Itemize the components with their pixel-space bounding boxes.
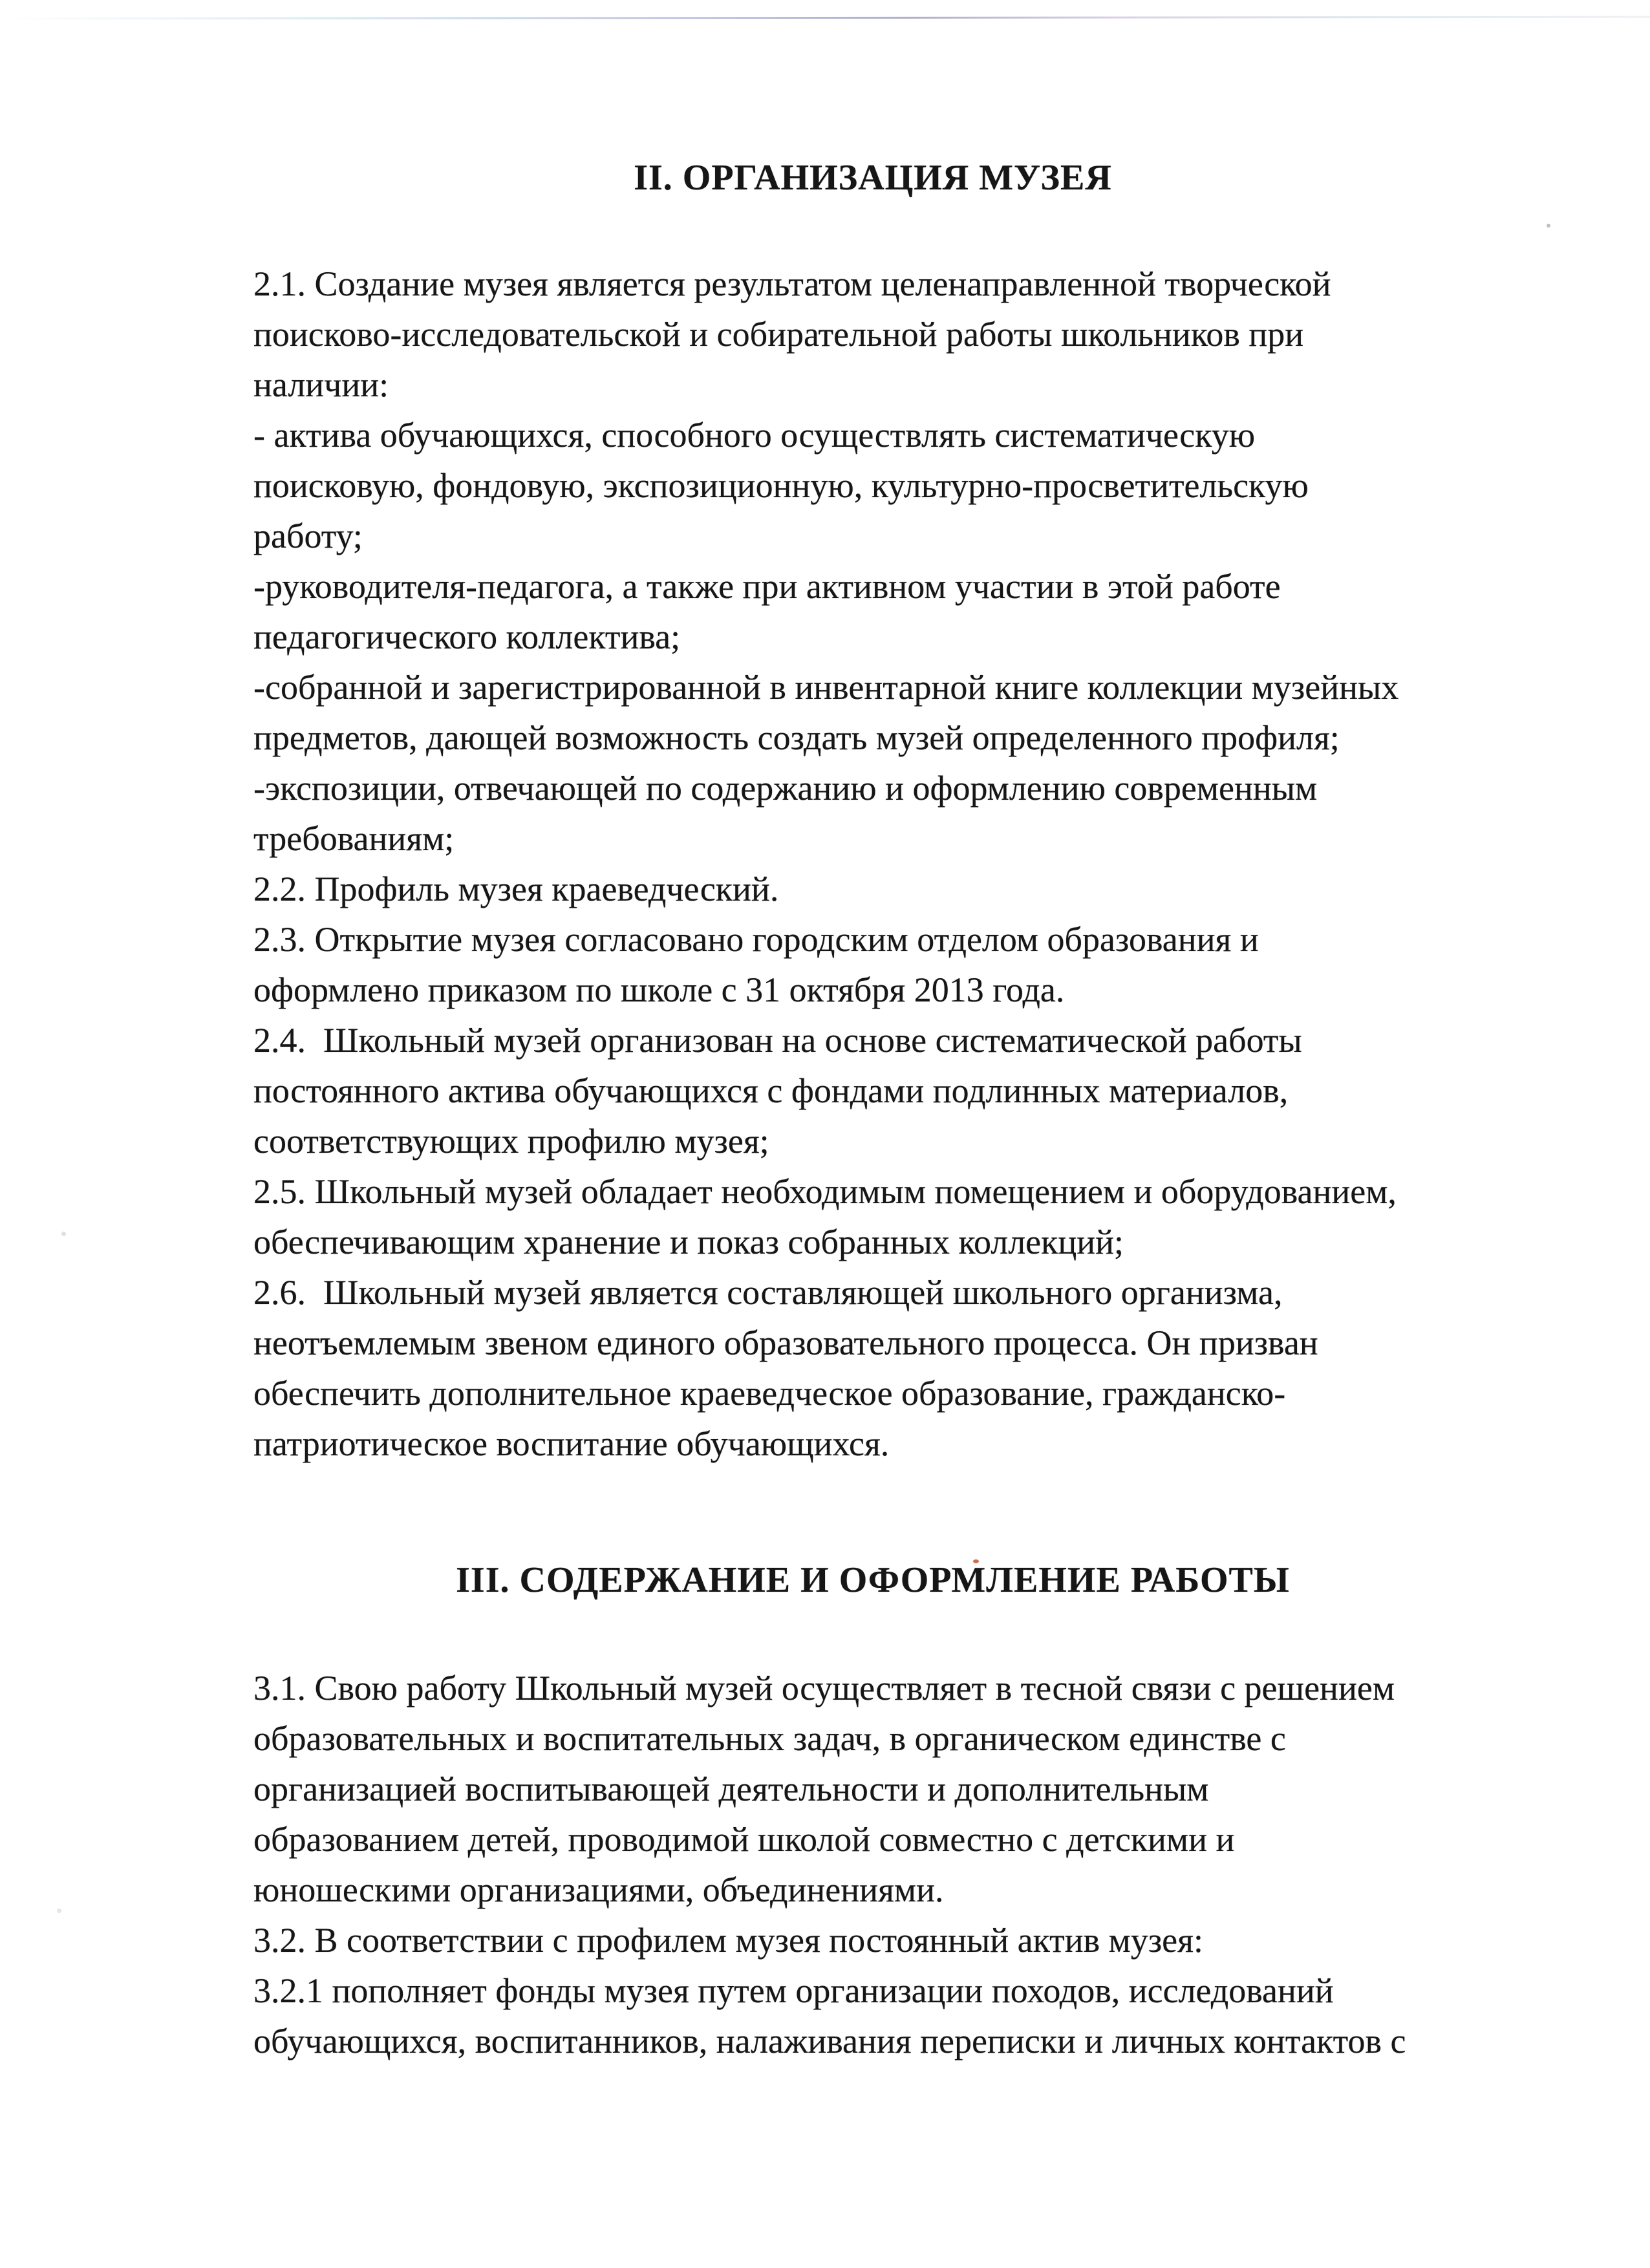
section-2-body <box>253 259 1521 1469</box>
text-line: 3.2.1 пополняет фонды музея путем организации походов, исследований <box>253 1971 1334 2010</box>
text-line: организацией воспитывающей деятельности и дополнительным <box>253 1770 1209 1808</box>
text-line: 2.5. Школьный музей обладает необходимым помещением и оборудованием, <box>253 1172 1397 1211</box>
text-line: поисковую, фондовую, экспозиционную, культурно-просветительскую <box>253 466 1309 505</box>
text-line: образовательных и воспитательных задач, в органическом единстве с <box>253 1719 1286 1758</box>
text-line: наличии: <box>253 365 389 404</box>
text-line: юношескими организациями, объединениями. <box>253 1870 944 1909</box>
text-line: оформлено приказом по школе с 31 октября 2013 года. <box>253 970 1065 1009</box>
scan-speck <box>61 1232 66 1236</box>
text-line: -экспозиции, отвечающей по содержанию и оформлению современным <box>253 769 1318 808</box>
text-line: обеспечивающим хранение и показ собранных коллекций; <box>253 1223 1124 1261</box>
text-line: 3.1. Свою работу Школьный музей осуществляет в тесной связи с решением <box>253 1669 1395 1707</box>
scan-speck <box>57 1909 61 1913</box>
text-line: -собранной и зарегистрированной в инвентарной книге коллекции музейных <box>253 668 1399 707</box>
text-line: 2.1. Создание музея является результатом целенаправленной творческой <box>253 264 1331 303</box>
text-line: педагогического коллектива; <box>253 617 681 656</box>
scan-speck <box>1547 224 1550 228</box>
text-line: неотъемлемым звеном единого образовательного процесса. Он призван <box>253 1323 1318 1362</box>
text-line: обучающихся, воспитанников, налаживания переписки и личных контактов с <box>253 2022 1406 2060</box>
text-line: 2.6. Школьный музей является составляющей школьного организма, <box>253 1273 1283 1312</box>
text-line: образованием детей, проводимой школой совместно с детскими и <box>253 1820 1235 1859</box>
text-line: 2.3. Открытие музея согласовано городским отделом образования и <box>253 920 1259 959</box>
text-line: требованиям; <box>253 819 455 858</box>
text-line: обеспечить дополнительное краеведческое образование, гражданско- <box>253 1374 1286 1413</box>
text-line: поисково-исследовательской и собирательной работы школьников при <box>253 315 1304 354</box>
text-line: работу; <box>253 517 363 555</box>
text-line: соответствующих профилю музея; <box>253 1122 769 1161</box>
text-line: 2.2. Профиль музея краеведческий. <box>253 870 779 908</box>
text-line: постоянного актива обучающихся с фондами подлинных материалов, <box>253 1071 1289 1110</box>
section-2-heading: II. ОРГАНИЗАЦИЯ МУЗЕЯ <box>634 158 1112 198</box>
text-line: 2.4. Школьный музей организован на основе систематической работы <box>253 1021 1302 1060</box>
text-line: - актива обучающихся, способного осуществлять систематическую <box>253 416 1256 455</box>
section-3-heading: III. СОДЕРЖАНИЕ И ОФОРМЛЕНИЕ РАБОТЫ <box>456 1560 1290 1600</box>
text-line: 3.2. В соответствии с профилем музея постоянный актив музея: <box>253 1921 1203 1960</box>
text-line: предметов, дающей возможность создать музей определенного профиля; <box>253 718 1340 757</box>
scan-line-artifact <box>0 16 1650 20</box>
text-line: -руководителя-педагога, а также при активном участии в этой работе <box>253 567 1281 606</box>
text-line: патриотическое воспитание обучающихся. <box>253 1424 890 1463</box>
section-3-body <box>253 1663 1521 2066</box>
